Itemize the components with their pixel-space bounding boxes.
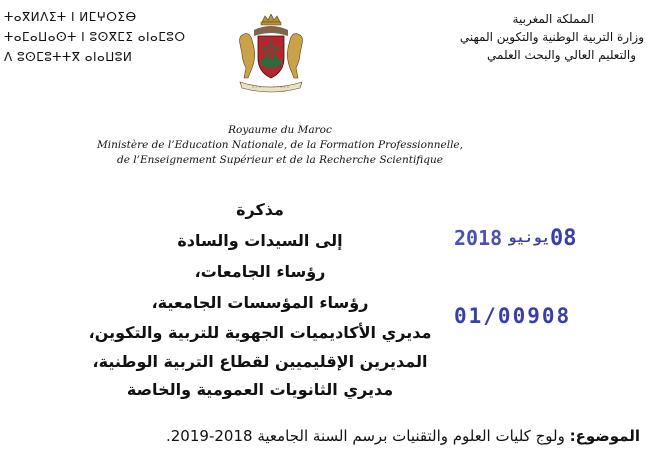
subject-text: ولوج كليات العلوم والتقنيات برسم السنة الجامعية 2018-2019.	[165, 427, 570, 445]
tifinagh-ministry-label: ⵜⴰⵎⴰⵡⴰⵙⵜ ⵏ ⵓⵙⴳⵎⵉ ⴰⵏⴰⵎⵓⵔ	[4, 30, 186, 44]
stamp-day: 08	[550, 226, 577, 251]
ministry-french-label-2: de l’Enseignement Supérieur et de la Recherche Scientifique	[116, 154, 444, 166]
recipient-line: المديرين الإقليميين لقطاع التربية الوطنية،	[92, 352, 428, 371]
memo-subject	[166, 427, 640, 445]
coat-of-arms-emblem	[234, 14, 308, 96]
kingdom-arabic-label: المملكة المغربية	[512, 12, 594, 26]
kingdom-french-label: Royaume du Maroc	[228, 124, 332, 136]
recipient-line: مديري الأكاديميات الجهوية للتربية والتكوين،	[88, 323, 432, 342]
ministry-arabic-label: وزارة التربية الوطنية والتكوين المهني	[459, 30, 644, 44]
recipient-line: رؤساء المؤسسات الجامعية،	[151, 293, 369, 312]
date-stamp	[454, 224, 578, 258]
reference-number-stamp: 01/00908	[454, 304, 572, 328]
memo-title: مذكرة	[236, 200, 284, 219]
coat-of-arms-icon	[234, 14, 308, 96]
ministry-arabic-label-2: والتعليم العالي والبحث العلمي	[487, 48, 636, 62]
subject-label: الموضوع:	[569, 427, 640, 445]
stamp-year: 2018	[454, 226, 503, 250]
recipient-line: إلى السيدات والسادة	[177, 231, 343, 250]
tifinagh-ministry-label-2: ⴷ ⵓⵙⵎⵓⵜⵜⴳ ⴰⵏⴰⵡⵓⵍ	[4, 50, 133, 64]
recipient-line: مديري الثانويات العمومية والخاصة	[126, 380, 394, 399]
ministry-french-label: Ministère de l’Education Nationale, de la Formation Professionnelle,	[97, 139, 463, 151]
tifinagh-kingdom-label: ⵜⴰⴳⵍⴷⵉⵜ ⵏ ⵍⵎⵖⵔⵉⴱ	[4, 10, 137, 24]
stamp-month: يونيو	[508, 230, 551, 246]
recipient-line: رؤساء الجامعات،	[194, 262, 326, 281]
